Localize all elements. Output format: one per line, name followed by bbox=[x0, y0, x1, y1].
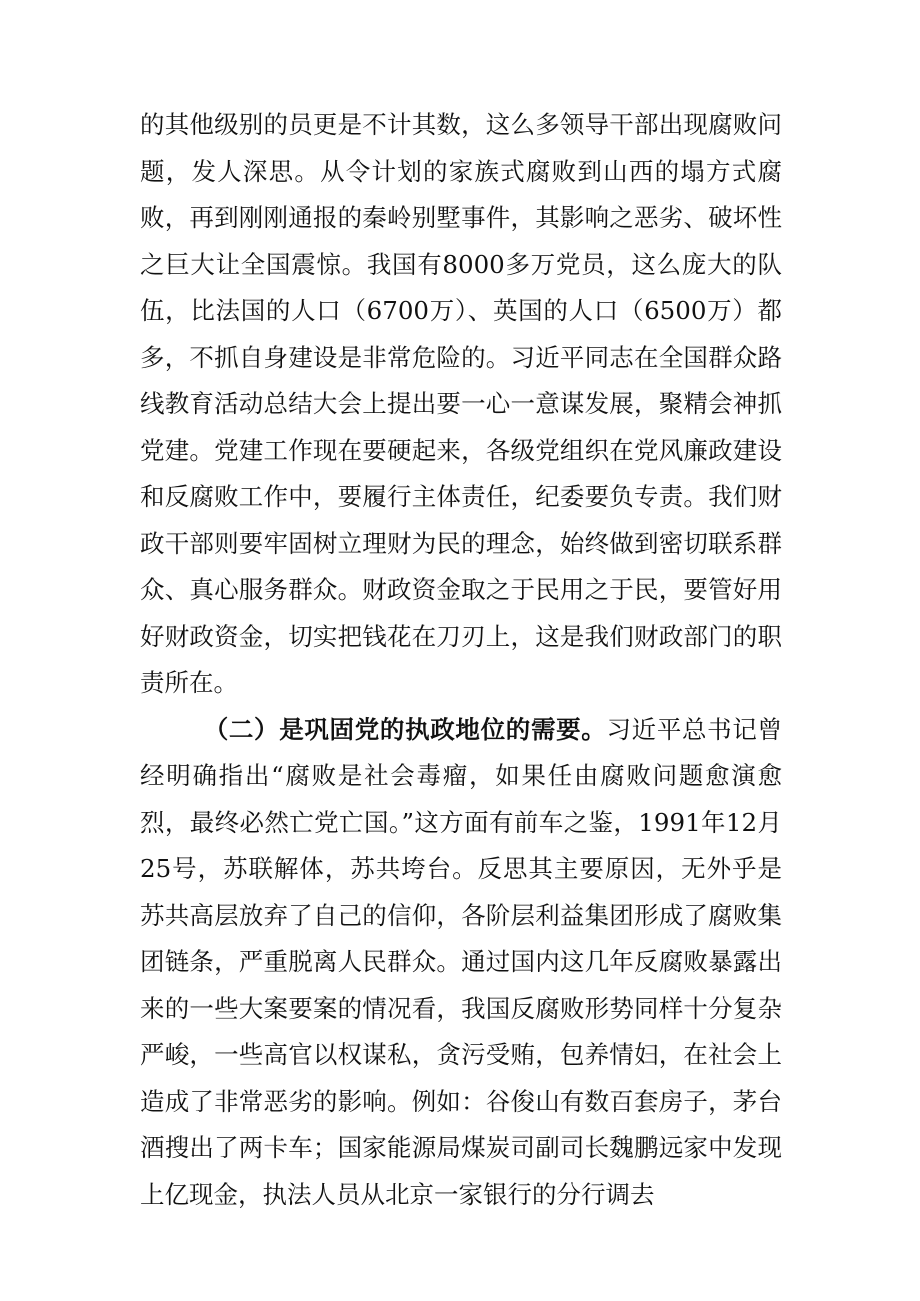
paragraph-section-two bbox=[140, 707, 782, 1219]
section-body: 习近平总书记曾经明确指出“腐败是社会毒瘤，如果任由腐败问题愈演愈烈，最终必然亡党亡国。”这方面有前车之鉴，1991年12月25号，苏联解体，苏共垮台。反思其主要原因，无外乎是苏共高层放弃了自己的信仰，各阶层利益集团形成了腐败集团链条，严重脱离人民群众。通过国内这几年反腐败暴露出来的一些大案要案的情况看，我国反腐败形势同样十分复杂严峻，一些高官以权谋私，贪污受贿，包养情妇，在社会上造成了非常恶劣的影响。例如：谷俊山有数百套房子，茅台酒搜出了两卡车；国家能源局煤炭司副司长魏鹏远家中发现上亿现金，执法人员从北京一家银行的分行调去 bbox=[140, 714, 783, 1209]
section-heading: （二）是巩固党的执政地位的需要。 bbox=[203, 714, 607, 744]
paragraph-continuation: 的其他级别的员更是不计其数，这么多领导干部出现腐败问题，发人深思。从令计划的家族式腐败到山西的塌方式腐败，再到刚刚通报的秦岭别墅事件，其影响之恶劣、破坏性之巨大让全国震惊。我国有8000多万党员，这么庞大的队伍，比法国的人口（6700万）、英国的人口（6500万）都多，不抓自身建设是非常危险的。习近平同志在全国群众路线教育活动总结大会上提出要一心一意谋发展，聚精会神抓党建。党建工作现在要硬起来，各级党组织在党风廉政建设和反腐败工作中，要履行主体责任，纪委要负专责。我们财政干部则要牢固树立理财为民的理念，始终做到密切联系群众、真心服务群众。财政资金取之于民用之于民，要管好用好财政资金，切实把钱花在刀刃上，这是我们财政部门的职责所在。 bbox=[140, 110, 782, 697]
document-page bbox=[140, 102, 782, 1218]
